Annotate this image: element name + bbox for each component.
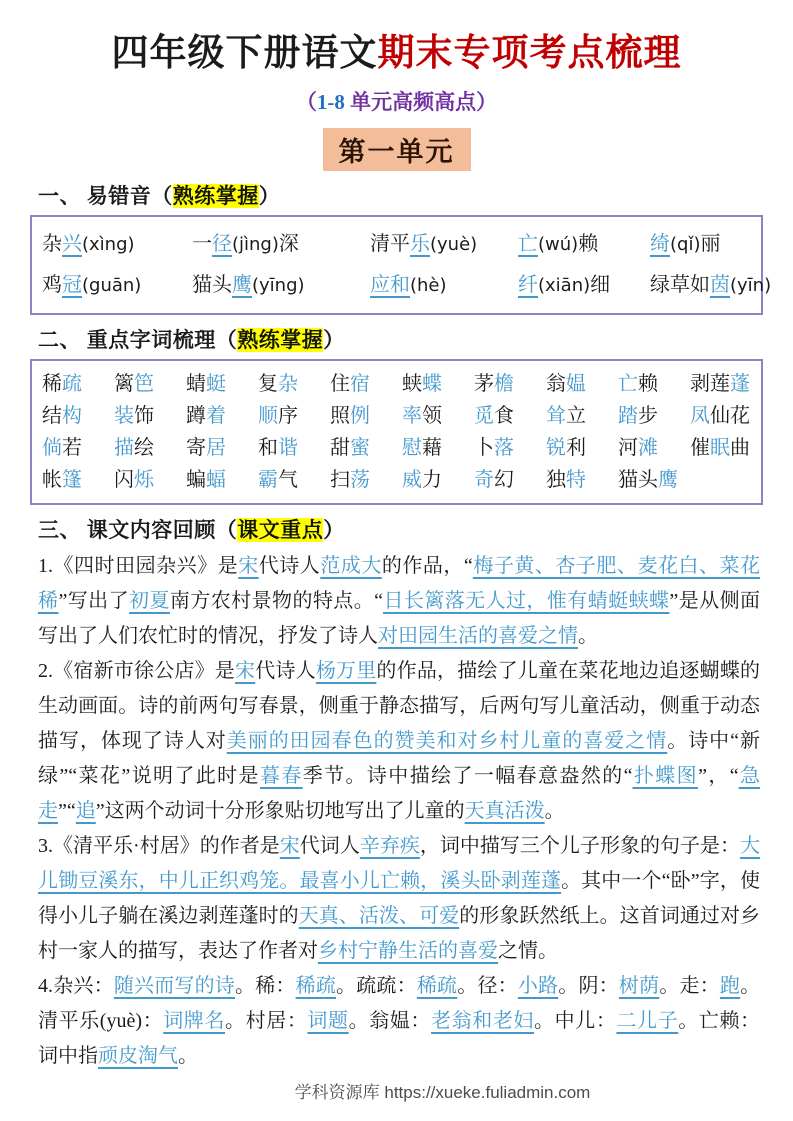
word-item — [618, 432, 690, 464]
text-segment: 暮春 — [259, 765, 303, 787]
word-item — [402, 368, 474, 400]
text-segment: 南方农村景物的特点。“ — [169, 590, 384, 612]
text-segment: 。稀： — [235, 975, 296, 997]
text-segment: 梅子黄、杏子肥、麦花白、菜花稀 — [38, 555, 761, 612]
text-segment: (qǐ) — [670, 234, 701, 255]
text-segment: 帐 — [42, 469, 62, 491]
text-segment: 描 — [114, 437, 134, 459]
word-row — [42, 464, 755, 496]
text-segment: 翁 — [546, 373, 566, 395]
word-item — [258, 400, 330, 432]
text-segment: 季节。诗中描绘了一幅春意盎然的“ — [302, 765, 633, 787]
text-segment: (hè) — [410, 275, 447, 296]
text-segment: 。 — [544, 800, 565, 822]
text-segment: 耸 — [546, 405, 566, 427]
text-segment: 深 — [278, 233, 299, 255]
text-segment: 茵 — [710, 274, 730, 296]
word-item — [42, 464, 114, 496]
text-segment: 奇 — [474, 469, 494, 491]
text-segment: 复 — [258, 373, 278, 395]
text-segment: 步 — [638, 405, 658, 427]
text-segment: 三、 课文内容回顾（ — [38, 518, 238, 542]
text-segment: 蜻 — [186, 373, 206, 395]
text-segment: 辛弃疾 — [359, 835, 420, 857]
section-3-heading — [38, 514, 763, 544]
text-segment: 代词人 — [299, 835, 360, 857]
page-title — [30, 22, 763, 76]
text-segment: 之情。 — [498, 940, 558, 962]
text-segment: 曲 — [730, 437, 750, 459]
text-segment: 河 — [618, 437, 638, 459]
paragraph-3 — [38, 829, 760, 969]
text-segment: 倘 — [42, 437, 62, 459]
text-segment: (jìng) — [232, 234, 279, 255]
word-item — [330, 432, 402, 464]
text-segment: 慰 — [402, 437, 422, 459]
word-item — [42, 224, 192, 265]
text-segment: 檐 — [494, 373, 514, 395]
word-item — [618, 368, 690, 400]
text-segment: 。径： — [457, 975, 518, 997]
text-segment: 四年级下册语文 — [111, 33, 378, 74]
text-segment: 踏 — [618, 405, 638, 427]
text-segment: ”这两个动词十分形象贴切地写出了儿童的 — [95, 800, 465, 822]
text-segment: 扫 — [330, 469, 350, 491]
text-segment: 锐 — [546, 437, 566, 459]
text-segment: 应和 — [370, 274, 410, 296]
text-segment: (wú) — [538, 234, 579, 255]
text-segment: ） — [258, 184, 281, 208]
text-segment: 冠 — [62, 274, 82, 296]
text-segment: 篷 — [62, 469, 82, 491]
text-segment: 。清平乐(yuè)： — [38, 975, 761, 1032]
text-segment: ”，“ — [698, 765, 739, 787]
word-item — [690, 368, 755, 400]
text-segment: 食 — [494, 405, 514, 427]
text-segment: 蝙 — [186, 469, 206, 491]
word-row — [42, 224, 755, 265]
word-item — [258, 464, 330, 496]
text-segment: 稀疏 — [416, 975, 458, 997]
text-segment: 宋 — [279, 835, 300, 857]
text-segment: 初夏 — [129, 590, 170, 612]
text-segment: 着 — [206, 405, 226, 427]
text-segment: 疏 — [62, 373, 82, 395]
text-segment: 日长篱落无人过，惟有蜻蜓蛱蝶 — [383, 590, 670, 612]
text-segment: 熟练掌握 — [172, 184, 259, 208]
text-segment: 蜓 — [206, 373, 226, 395]
word-item — [114, 368, 186, 400]
text-segment: 猫头 — [192, 274, 232, 296]
word-item — [42, 368, 114, 400]
text-segment: 气 — [278, 469, 298, 491]
text-segment: 顽皮淘气 — [98, 1045, 178, 1067]
text-segment: 。村居： — [225, 1010, 308, 1032]
word-row — [42, 368, 755, 400]
text-segment: 藉 — [422, 437, 442, 459]
text-segment: ”“ — [58, 800, 76, 822]
text-segment: 1-8 — [316, 90, 345, 114]
review-paragraphs — [30, 549, 763, 1074]
unit-header-wrap — [30, 128, 763, 171]
text-segment: 利 — [566, 437, 586, 459]
text-segment: 鹰 — [658, 469, 678, 491]
paragraph-2 — [38, 654, 760, 829]
text-segment: 率 — [402, 405, 422, 427]
text-segment: 一 — [192, 233, 212, 255]
text-segment: 。阴： — [558, 975, 619, 997]
word-item — [192, 265, 370, 306]
text-segment: 二、 重点字词梳理（ — [38, 328, 238, 352]
text-segment: 凤 — [690, 405, 710, 427]
text-segment: 绮 — [650, 233, 670, 255]
text-segment: 乡村宁静生活的喜爱 — [318, 940, 498, 962]
text-segment: 落 — [494, 437, 514, 459]
text-segment: 细 — [590, 274, 611, 296]
text-segment: 赖 — [578, 233, 599, 255]
text-segment: 。 — [578, 625, 598, 647]
text-segment: 觅 — [474, 405, 494, 427]
text-segment: 宿 — [350, 373, 370, 395]
word-item — [618, 400, 690, 432]
text-segment: 乐 — [410, 233, 430, 255]
text-segment: 的作品，描绘了儿童在菜花地边追逐蝴蝶的生动画面。诗的前两句写春景，侧重于静态描写，后两句写儿童活动，侧重于动态描写，体现了诗人对 — [38, 660, 761, 752]
word-item — [42, 265, 192, 306]
text-segment: 天真、活泼、可爱 — [298, 905, 460, 927]
text-segment: (xìng) — [82, 234, 135, 255]
text-segment: 稀疏 — [295, 975, 337, 997]
text-segment: (guān) — [82, 275, 142, 296]
word-row — [42, 265, 772, 306]
text-segment: 住 — [330, 373, 350, 395]
text-segment: 杂 — [278, 373, 298, 395]
word-item — [402, 464, 474, 496]
text-segment: 序 — [278, 405, 298, 427]
text-segment: 。亡赖：词中指 — [38, 1010, 761, 1067]
text-segment: 催 — [690, 437, 710, 459]
text-segment: 蹲 — [186, 405, 206, 427]
text-segment: 烁 — [134, 469, 154, 491]
section-2-heading — [38, 324, 763, 354]
text-segment: 仙花 — [710, 405, 750, 427]
text-segment: 扑蝶图 — [632, 765, 699, 787]
text-segment: 蛱 — [402, 373, 422, 395]
text-segment: 杨万里 — [315, 660, 377, 682]
word-item — [546, 368, 618, 400]
text-segment: 清平 — [370, 233, 410, 255]
word-row — [42, 400, 755, 432]
text-segment: 照 — [330, 405, 350, 427]
word-item — [258, 368, 330, 400]
word-item — [370, 224, 518, 265]
word-item — [114, 400, 186, 432]
text-segment: ”是从侧面写出了人们农忙时的情况，抒发了诗人 — [38, 590, 761, 647]
paragraph-4 — [38, 969, 760, 1074]
text-segment: 期末专项考点梳理 — [377, 33, 682, 74]
text-segment: 兴 — [62, 233, 82, 255]
text-segment: 绿草如 — [650, 274, 710, 296]
text-segment: 卜 — [474, 437, 494, 459]
text-segment: 蝠 — [206, 469, 226, 491]
paragraph-1 — [38, 549, 760, 654]
text-segment: 急走 — [38, 765, 761, 822]
word-item — [474, 432, 546, 464]
text-segment: 纤 — [518, 274, 538, 296]
text-segment: 剥莲 — [690, 373, 730, 395]
text-segment: 饰 — [134, 405, 154, 427]
word-item — [114, 464, 186, 496]
text-segment: 谐 — [278, 437, 298, 459]
word-item — [650, 265, 771, 306]
text-segment: 4.杂兴： — [38, 975, 114, 997]
text-segment: 居 — [206, 437, 226, 459]
text-segment: ，词中描写三个儿子形象的句子是： — [419, 835, 741, 857]
text-segment: 威 — [402, 469, 422, 491]
text-segment: ） — [323, 518, 345, 542]
text-segment: （ — [295, 90, 317, 114]
word-item — [186, 432, 258, 464]
word-item — [618, 464, 690, 496]
text-segment: 丽 — [700, 233, 721, 255]
text-segment: 词题 — [307, 1010, 349, 1032]
text-segment: 2.《宿新市徐公店》是 — [38, 660, 235, 682]
text-segment: 亡 — [618, 373, 638, 395]
text-segment: 。疏疏： — [336, 975, 417, 997]
text-segment: 随兴而写的诗 — [113, 975, 236, 997]
word-item — [546, 400, 618, 432]
text-segment: 。其中一个“卧”字，使得小儿子躺在溪边剥莲蓬时的 — [38, 870, 760, 927]
pinyin-word-box — [30, 215, 772, 315]
text-segment: 径 — [212, 233, 232, 255]
word-item — [330, 400, 402, 432]
text-segment: 蝶 — [422, 373, 442, 395]
text-segment: 闪 — [114, 469, 134, 491]
text-segment: 猫头 — [618, 469, 658, 491]
text-segment: 。走： — [659, 975, 720, 997]
text-segment: 词牌名 — [163, 1010, 226, 1032]
text-segment: 蜜 — [350, 437, 370, 459]
word-item — [114, 432, 186, 464]
text-segment: 鸡 — [42, 274, 62, 296]
word-item — [518, 224, 650, 265]
text-segment: 例 — [350, 405, 370, 427]
word-item — [42, 432, 114, 464]
text-segment: 天真活泼 — [464, 800, 545, 822]
key-words-box — [30, 359, 763, 505]
watermark-footer: 学科资源库 https://xueke.fuliadmin.com — [294, 1083, 591, 1102]
text-segment: 赖 — [638, 373, 658, 395]
word-item — [474, 464, 546, 496]
text-segment: 甜 — [330, 437, 350, 459]
text-segment: 追 — [75, 800, 96, 822]
word-item — [402, 432, 474, 464]
text-segment: 顺 — [258, 405, 278, 427]
text-segment: 亡 — [518, 233, 538, 255]
text-segment: 装 — [114, 405, 134, 427]
text-segment: 茅 — [474, 373, 494, 395]
word-item — [546, 464, 618, 496]
word-item — [330, 464, 402, 496]
text-segment: 和 — [258, 437, 278, 459]
text-segment: 稀 — [42, 373, 62, 395]
text-segment: 小路 — [517, 975, 559, 997]
text-segment: 跑 — [719, 975, 741, 997]
word-item — [192, 224, 370, 265]
text-segment: 笆 — [134, 373, 154, 395]
text-segment: 绘 — [134, 437, 154, 459]
text-segment: 力 — [422, 469, 442, 491]
text-segment: 3.《清平乐·村居》的作者是 — [38, 835, 280, 857]
text-segment: 立 — [566, 405, 586, 427]
text-segment: 霸 — [258, 469, 278, 491]
text-segment: 寄 — [186, 437, 206, 459]
text-segment: 。翁媪： — [348, 1010, 432, 1032]
text-segment: 媪 — [566, 373, 586, 395]
text-segment: 代诗人 — [255, 660, 316, 682]
text-segment: ”写出了 — [58, 590, 130, 612]
word-item — [474, 368, 546, 400]
word-item — [518, 265, 650, 306]
text-segment: (yīng) — [252, 275, 305, 296]
text-segment: 若 — [62, 437, 82, 459]
page-subtitle — [30, 86, 763, 116]
text-segment: 美丽的田园春色的赞美和对乡村儿童的喜爱之情 — [226, 730, 668, 752]
text-segment: 熟练掌握 — [237, 328, 324, 352]
word-row — [42, 432, 755, 464]
text-segment: 特 — [566, 469, 586, 491]
word-item — [690, 400, 755, 432]
text-segment: 范成大 — [320, 555, 382, 577]
word-item — [546, 432, 618, 464]
section-1-heading — [38, 180, 763, 210]
text-segment: (yīn) — [730, 275, 772, 296]
word-item — [474, 400, 546, 432]
text-segment: 结 — [42, 405, 62, 427]
text-segment: 幻 — [494, 469, 514, 491]
text-segment: 领 — [422, 405, 442, 427]
text-segment: 眠 — [710, 437, 730, 459]
unit-header: 第一单元 — [323, 128, 471, 171]
word-item — [258, 432, 330, 464]
text-segment: 蓬 — [730, 373, 750, 395]
text-segment: 代诗人 — [258, 555, 321, 577]
text-segment: 宋 — [235, 660, 256, 682]
text-segment: 树荫 — [618, 975, 660, 997]
text-segment: 老翁和老妇 — [431, 1010, 535, 1032]
text-segment: 荡 — [350, 469, 370, 491]
text-segment: 单元高频高点） — [344, 90, 498, 114]
text-segment: 宋 — [238, 555, 259, 577]
text-segment: 对田园生活的喜爱之情 — [378, 625, 578, 647]
text-segment: 篱 — [114, 373, 134, 395]
word-item — [402, 400, 474, 432]
word-item — [690, 432, 755, 464]
text-segment: 课文重点 — [237, 518, 324, 542]
word-item — [330, 368, 402, 400]
text-segment: 独 — [546, 469, 566, 491]
text-segment: (xiān) — [538, 275, 591, 296]
text-segment: 。诗中“新绿”“菜花”说明了此时是 — [38, 730, 760, 787]
text-segment: 一、 易错音（ — [38, 184, 173, 208]
text-segment: 大儿锄豆溪东，中儿正织鸡笼。最喜小儿亡赖，溪头卧剥莲蓬 — [38, 835, 761, 892]
text-segment: 滩 — [638, 437, 658, 459]
text-segment: 鹰 — [232, 274, 252, 296]
text-segment: 二儿子 — [616, 1010, 679, 1032]
text-segment: 杂 — [42, 233, 62, 255]
text-segment: 。 — [178, 1045, 198, 1067]
text-segment: (yuè) — [430, 234, 478, 255]
word-item — [186, 400, 258, 432]
word-item — [186, 464, 258, 496]
text-segment: 。中儿： — [534, 1010, 617, 1032]
word-item — [370, 265, 518, 306]
word-item — [42, 400, 114, 432]
text-segment: 1.《四时田园杂兴》是 — [38, 555, 239, 577]
text-segment: 的形象跃然纸上。这首词通过对乡村一家人的描写，表达了作者对 — [38, 905, 761, 962]
word-item — [186, 368, 258, 400]
text-segment: 构 — [62, 405, 82, 427]
word-item — [650, 224, 755, 265]
text-segment: ） — [323, 328, 345, 352]
text-segment: 的作品，“ — [381, 555, 473, 577]
